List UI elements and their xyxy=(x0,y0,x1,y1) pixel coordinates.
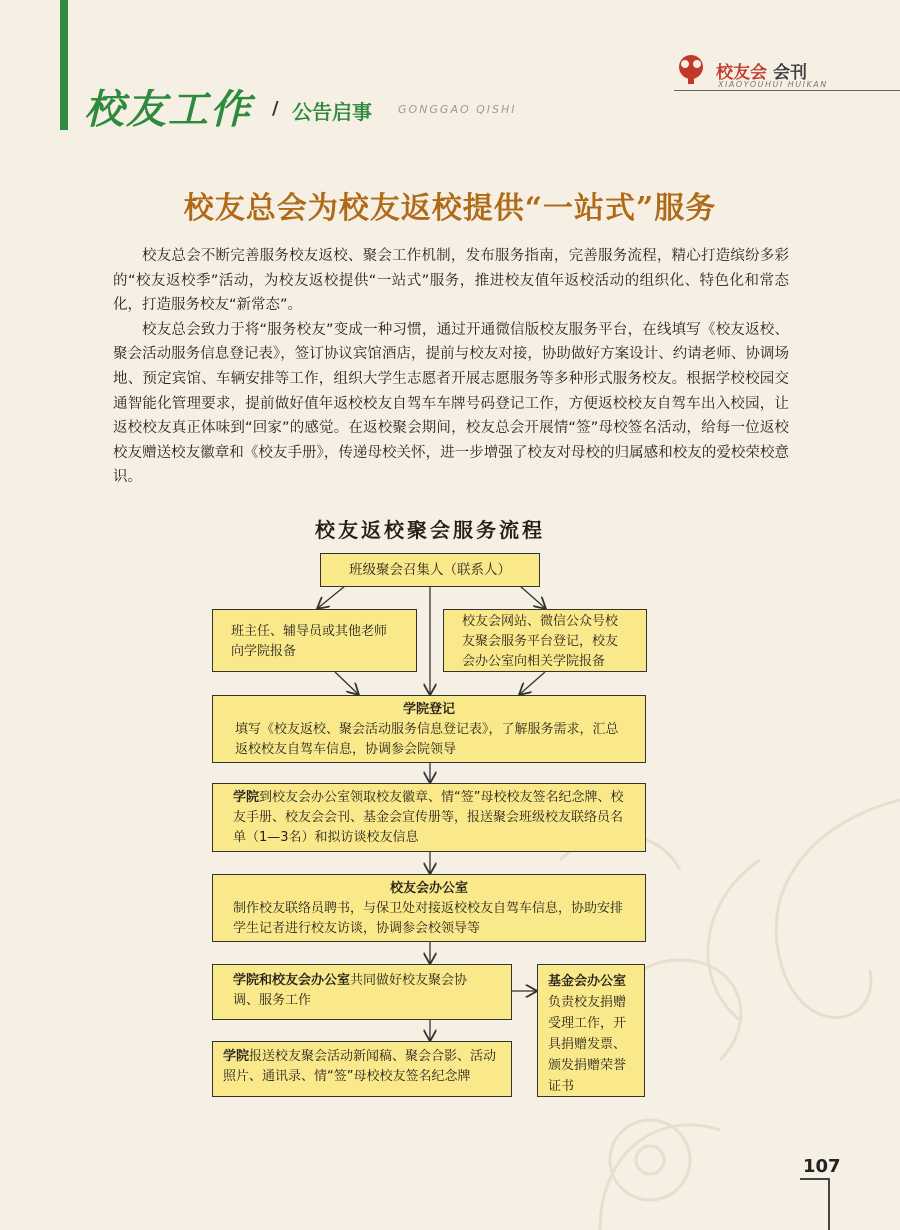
flow-box-right-branch xyxy=(443,609,647,672)
flow-box-office-heading: 校友会办公室 xyxy=(389,881,468,896)
arrow-left-to-register xyxy=(335,672,358,694)
page-number: 107 xyxy=(803,1156,841,1177)
flow-box-college-register xyxy=(212,695,646,763)
flow-box-report-heading: 学院 xyxy=(223,1049,250,1064)
flow-box-right-text: 校友会网站、微信公众号校友聚会服务平台登记，校友会办公室向相关学院报备 xyxy=(462,614,619,669)
page-number-rule xyxy=(800,1178,830,1180)
flow-box-office-text: 制作校友联络员聘书，与保卫处对接返校校友自驾车信息，协助安排学生记者进行校友访谈，协调参会校领导等 xyxy=(233,901,624,936)
flow-box-report-text: 报送校友聚会活动新闻稿、聚会合影、活动照片、通讯录、情“签”母校校友签名纪念牌 xyxy=(223,1049,497,1084)
flowchart-title: 校友返校聚会服务流程 xyxy=(315,518,545,542)
magazine-name-suffix: 会刊 xyxy=(773,63,807,83)
magazine-pinyin: XIAOYOUHUI HUIKAN xyxy=(718,80,828,89)
article-title: 校友总会为校友返校提供“一站式”服务 xyxy=(183,191,717,226)
flow-box-start xyxy=(320,553,540,587)
arrow-start-to-left xyxy=(318,586,345,608)
flow-box-register-heading: 学院登记 xyxy=(402,702,455,717)
subsection-title: 公告启事 xyxy=(292,100,372,124)
title-separator: / xyxy=(272,98,279,119)
paragraph: 校友总会不断完善服务校友返校、聚会工作机制，发布服务指南，完善服务流程，精心打造缤纷多彩的“校友返校季”活动，为校友返校提供“一站式”服务，推进校友值年返校活动的组织化、特色化和常态化，打造服务校友“新常态”。 xyxy=(113,248,789,314)
flow-box-left-branch xyxy=(212,609,417,672)
flow-box-joint-heading: 学院和校友会办公室 xyxy=(233,973,351,988)
section-title: 校友工作 xyxy=(84,87,252,133)
arrow-right-to-register xyxy=(520,672,545,694)
flow-box-college-collect xyxy=(212,783,646,852)
flow-box-start-text: 班级聚会召集人（联系人） xyxy=(349,562,511,578)
flow-box-foundation-text: 负责校友捐赠受理工作，开具捐赠发票、颁发捐赠荣誉证书 xyxy=(548,995,627,1094)
flow-box-left-text: 班主任、辅导员或其他老师向学院报备 xyxy=(231,624,388,659)
flow-box-foundation-heading: 基金会办公室 xyxy=(548,974,627,989)
subsection-pinyin: GONGGAO QISHI xyxy=(398,103,517,116)
paragraph: 校友总会致力于将“服务校友”变成一种习惯，通过开通微信版校友服务平台，在线填写《校友返校、聚会活动服务信息登记表》，签订协议宾馆酒店，提前与校友对接，协助做好方案设计、约请老师、协调场地、预定宾馆、车辆安排等工作，组织大学生志愿者开展志愿服务等多种形式服务校友。根据学校校园交通智能化管理要求，提前做好值年返校校友自驾车车牌号码登记工作，方便返校校友自驾车出入校园，让返校校友真正体味到“回家”的感觉。在返校聚会期间，校友总会开展情“签”母校签名活动，给每一位返校校友赠送校友徽章和《校友手册》，传递母校关怀，进一步增强了校友对母校的归属感和校友的爱校荣校意识。 xyxy=(113,321,789,486)
flow-box-joint-text: 共同做好校友聚会协调、服务工作 xyxy=(233,973,468,1008)
flow-box-college-report xyxy=(212,1041,512,1097)
magazine-name-main: 校友会 xyxy=(716,63,767,83)
flow-box-collect-text: 到校友会办公室领取校友徽章、情“签”母校校友签名纪念牌、校友手册、校友会会刊、基金会宣传册等，报送聚会班级校友联络员名单（1—3名）和拟访谈校友信息 xyxy=(233,790,624,845)
arrow-start-to-right xyxy=(520,586,545,608)
flow-box-collect-heading: 学院 xyxy=(233,790,260,805)
flow-box-register-text: 填写《校友返校、聚会活动服务信息登记表》，了解服务需求，汇总返校校友自驾车信息，协调参会院领导 xyxy=(235,722,619,757)
flow-box-joint-work xyxy=(212,964,512,1020)
flow-box-alumni-office xyxy=(212,874,646,942)
flow-box-foundation-office xyxy=(537,964,645,1097)
page-number-rule-vertical xyxy=(828,1178,830,1230)
